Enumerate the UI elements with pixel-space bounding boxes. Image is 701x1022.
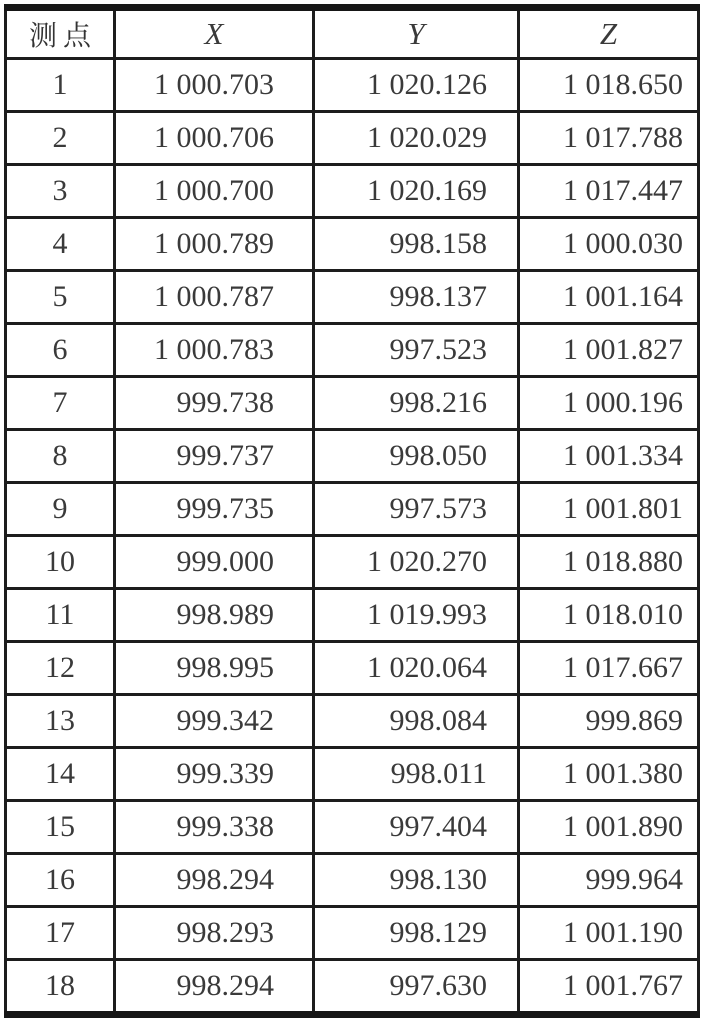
cell-point: 17 <box>6 907 115 960</box>
cell-z: 1 000.196 <box>519 377 699 430</box>
cell-point: 16 <box>6 854 115 907</box>
table-row <box>6 430 699 483</box>
cell-z: 1 001.164 <box>519 271 699 324</box>
cell-y: 1 020.029 <box>314 112 519 165</box>
cell-point: 14 <box>6 748 115 801</box>
cell-x: 999.737 <box>115 430 314 483</box>
header-row <box>6 8 699 59</box>
cell-point: 8 <box>6 430 115 483</box>
cell-z: 1 018.010 <box>519 589 699 642</box>
cell-y: 998.129 <box>314 907 519 960</box>
table-body <box>6 59 699 1015</box>
cell-z: 1 017.667 <box>519 642 699 695</box>
cell-y: 998.050 <box>314 430 519 483</box>
cell-point: 1 <box>6 59 115 112</box>
cell-z: 1 000.030 <box>519 218 699 271</box>
cell-point: 7 <box>6 377 115 430</box>
cell-x: 1 000.706 <box>115 112 314 165</box>
header-point: 测点 <box>6 8 115 59</box>
cell-x: 1 000.787 <box>115 271 314 324</box>
cell-z: 1 001.801 <box>519 483 699 536</box>
cell-point: 3 <box>6 165 115 218</box>
table-header <box>6 8 699 59</box>
cell-x: 998.995 <box>115 642 314 695</box>
cell-z: 1 001.767 <box>519 960 699 1015</box>
table-row <box>6 801 699 854</box>
cell-point: 9 <box>6 483 115 536</box>
cell-y: 1 020.270 <box>314 536 519 589</box>
cell-point: 4 <box>6 218 115 271</box>
table-row <box>6 907 699 960</box>
cell-z: 999.964 <box>519 854 699 907</box>
table-row <box>6 536 699 589</box>
cell-z: 1 001.190 <box>519 907 699 960</box>
cell-x: 1 000.789 <box>115 218 314 271</box>
cell-x: 999.738 <box>115 377 314 430</box>
cell-x: 1 000.783 <box>115 324 314 377</box>
table-row <box>6 854 699 907</box>
cell-y: 998.137 <box>314 271 519 324</box>
cell-point: 12 <box>6 642 115 695</box>
cell-z: 999.869 <box>519 695 699 748</box>
cell-point: 2 <box>6 112 115 165</box>
cell-z: 1 001.890 <box>519 801 699 854</box>
cell-y: 997.404 <box>314 801 519 854</box>
cell-z: 1 018.650 <box>519 59 699 112</box>
cell-point: 10 <box>6 536 115 589</box>
cell-x: 998.294 <box>115 960 314 1015</box>
table-row <box>6 165 699 218</box>
cell-point: 13 <box>6 695 115 748</box>
survey-points-table <box>4 4 700 1018</box>
cell-z: 1 001.334 <box>519 430 699 483</box>
table-row <box>6 59 699 112</box>
cell-x: 1 000.700 <box>115 165 314 218</box>
cell-x: 999.735 <box>115 483 314 536</box>
cell-x: 998.989 <box>115 589 314 642</box>
table-row <box>6 695 699 748</box>
header-x: X <box>115 8 314 59</box>
cell-x: 999.338 <box>115 801 314 854</box>
cell-y: 998.130 <box>314 854 519 907</box>
cell-z: 1 017.447 <box>519 165 699 218</box>
cell-y: 997.573 <box>314 483 519 536</box>
cell-x: 1 000.703 <box>115 59 314 112</box>
cell-x: 998.293 <box>115 907 314 960</box>
cell-y: 998.011 <box>314 748 519 801</box>
cell-z: 1 018.880 <box>519 536 699 589</box>
header-y: Y <box>314 8 519 59</box>
cell-z: 1 001.380 <box>519 748 699 801</box>
cell-y: 998.216 <box>314 377 519 430</box>
cell-point: 15 <box>6 801 115 854</box>
table-row <box>6 960 699 1015</box>
cell-point: 18 <box>6 960 115 1015</box>
cell-z: 1 001.827 <box>519 324 699 377</box>
cell-point: 5 <box>6 271 115 324</box>
table-row <box>6 589 699 642</box>
table-row <box>6 324 699 377</box>
cell-y: 998.084 <box>314 695 519 748</box>
table-row <box>6 218 699 271</box>
cell-z: 1 017.788 <box>519 112 699 165</box>
cell-y: 997.630 <box>314 960 519 1015</box>
table-row <box>6 483 699 536</box>
cell-x: 998.294 <box>115 854 314 907</box>
cell-y: 1 020.064 <box>314 642 519 695</box>
cell-y: 1 020.169 <box>314 165 519 218</box>
table-row <box>6 377 699 430</box>
cell-y: 998.158 <box>314 218 519 271</box>
header-z: Z <box>519 8 699 59</box>
table-row <box>6 271 699 324</box>
cell-x: 999.000 <box>115 536 314 589</box>
cell-point: 11 <box>6 589 115 642</box>
cell-y: 1 019.993 <box>314 589 519 642</box>
cell-y: 997.523 <box>314 324 519 377</box>
table-row <box>6 642 699 695</box>
cell-x: 999.342 <box>115 695 314 748</box>
cell-x: 999.339 <box>115 748 314 801</box>
cell-y: 1 020.126 <box>314 59 519 112</box>
cell-point: 6 <box>6 324 115 377</box>
table-row <box>6 748 699 801</box>
table-row <box>6 112 699 165</box>
